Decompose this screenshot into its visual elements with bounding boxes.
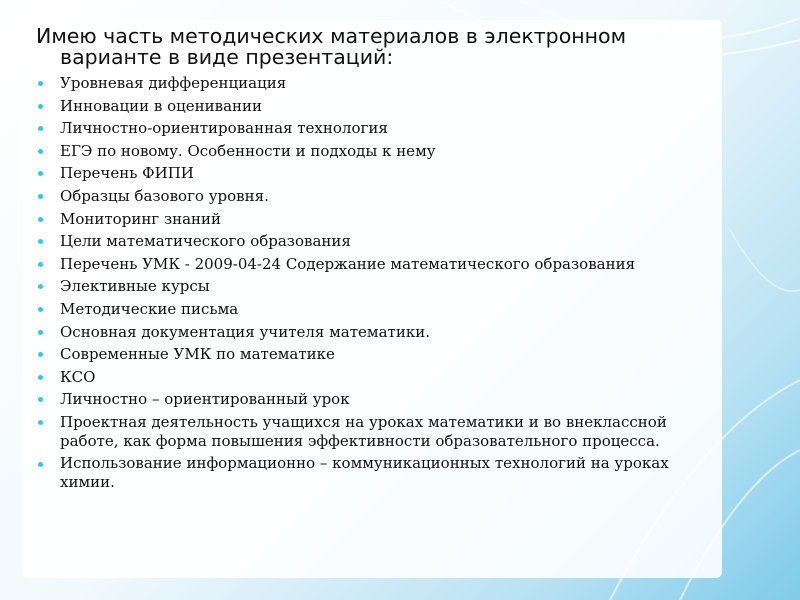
bullet-icon [38, 462, 43, 467]
list-item-text: Мониторинг знаний [60, 209, 222, 228]
list-item-text: Проектная деятельность учащихся на уроках математики и во внеклассной работе, как форма повышения эффективности образовательного процесса. [60, 412, 667, 450]
list-item-text: Использование информационно – коммуникационных технологий на уроках химии. [60, 454, 669, 492]
list-item-text: Элективные курсы [60, 277, 210, 296]
list-item-text: Личностно-ориентированная технология [60, 119, 388, 138]
content-panel [22, 20, 722, 578]
bullet-icon [38, 397, 43, 402]
list-item-text: Перечень УМК - 2009-04-24 Содержание математического образования [60, 254, 636, 273]
list-item-text: Личностно – ориентированный урок [60, 390, 350, 409]
list-item-text: Образцы базового уровня. [60, 186, 269, 205]
bullet-icon [38, 171, 43, 176]
list-item [36, 162, 712, 185]
list-item-text: ЕГЭ по новому. Особенности и подходы к нему [60, 141, 436, 160]
bullet-icon [38, 375, 43, 380]
bullet-icon [38, 284, 43, 289]
list-item [36, 388, 712, 411]
list-item-text: Методические письма [60, 299, 239, 318]
list-item [36, 208, 712, 231]
list-item-text: Цели математического образования [60, 232, 351, 251]
bullet-icon [38, 194, 43, 199]
bullet-icon [38, 352, 43, 357]
bullet-icon [38, 217, 43, 222]
bullet-icon [38, 307, 43, 312]
list-item [36, 298, 712, 321]
list-item [36, 411, 712, 453]
list-item [36, 140, 712, 163]
list-item [36, 321, 712, 344]
list-item [36, 117, 712, 140]
list-item-text: Уровневая дифференциация [60, 74, 287, 92]
bullet-icon [38, 330, 43, 335]
list-item [36, 343, 712, 366]
list-item [36, 185, 712, 208]
list-item [36, 95, 712, 118]
list-item [36, 275, 712, 298]
slide-title-line1: Имею часть методических материалов в электронном [36, 24, 627, 48]
bullet-icon [38, 149, 43, 154]
slide-title-line2: варианте в виде презентаций: [60, 45, 394, 69]
list-item [36, 253, 712, 276]
list-item [36, 230, 712, 253]
list-item-text: Современные УМК по математике [60, 345, 335, 364]
list-item-text: КСО [60, 367, 96, 386]
list-item [36, 453, 712, 495]
bullet-icon [38, 126, 43, 131]
materials-list [36, 72, 712, 494]
bullet-icon [38, 81, 43, 86]
bullet-icon [38, 239, 43, 244]
list-item [36, 72, 712, 95]
bullet-icon [38, 420, 43, 425]
bullet-icon [38, 262, 43, 267]
list-item-text: Основная документация учителя математики. [60, 322, 430, 341]
list-item-text: Перечень ФИПИ [60, 164, 194, 183]
slide-title [36, 26, 712, 68]
list-item-text: Инновации в оценивании [60, 96, 263, 115]
list-item [36, 366, 712, 389]
bullet-icon [38, 104, 43, 109]
